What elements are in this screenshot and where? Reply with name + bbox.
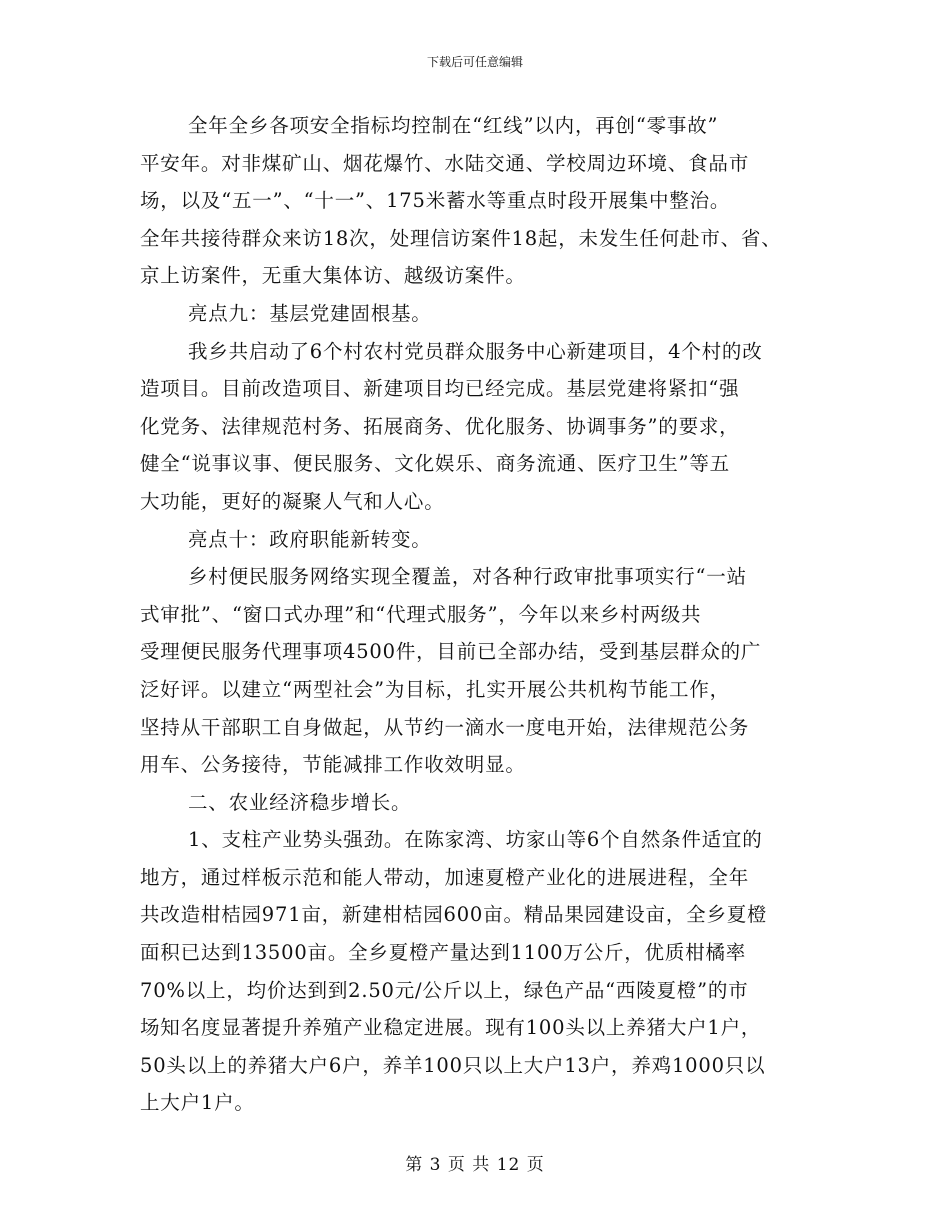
text-line: 我乡共启动了6个村农村党员群众服务中心新建项目，4个村的改	[188, 339, 763, 363]
text-line: 场，以及“五一”、“十一”、175米蓄水等重点时段开展集中整治。	[140, 189, 731, 213]
page-footer: 第 3 页 共 12 页	[405, 1155, 545, 1175]
text-line: 70%以上，均价达到到2.50元/公斤以上，绿色产品“西陵夏橙”的市	[140, 978, 749, 1002]
text-line: 面积已达到13500亩。全乡夏橙产量达到1100万公斤，优质柑橘率	[140, 941, 747, 965]
text-line: 全年全乡各项安全指标均控制在“红线”以内，再创“零事故”	[188, 114, 719, 137]
text-line: 上大户1户。	[140, 1091, 255, 1115]
text-line: 场知名度显著提升养殖产业稳定进展。现有100头以上养猪大户1户，	[140, 1016, 762, 1040]
text-line: 用车、公务接待，节能减排工作收效明显。	[140, 753, 526, 777]
document-body	[140, 110, 820, 1125]
text-line: 共改造柑桔园971亩，新建柑桔园600亩。精品果园建设亩，全乡夏橙	[140, 903, 768, 927]
text-line: 50头以上的养猪大户6户，养羊100只以上大户13户，养鸡1000只以	[140, 1053, 766, 1077]
text-line: 化党务、法律规范村务、拓展商务、优化服务、协调事务”的要求，	[140, 414, 740, 438]
text-line: 亮点九：基层党建固根基。	[188, 301, 432, 325]
text-line: 健全“说事议事、便民服务、文化娱乐、商务流通、医疗卫生”等五	[140, 452, 730, 476]
text-line: 大功能，更好的凝聚人气和人心。	[140, 489, 445, 513]
text-line: 亮点十：政府职能新转变。	[188, 527, 432, 551]
text-line: 受理便民服务代理事项4500件，目前已全部办结，受到基层群众的广	[140, 640, 762, 664]
text-line: 全年共接待群众来访18次，处理信访案件18起，未发生任何赴市、省、	[140, 226, 782, 250]
text-line: 乡村便民服务网络实现全覆盖，对各种行政审批事项实行“一站	[188, 565, 747, 589]
text-line: 式审批”、“窗口式办理”和“代理式服务”，今年以来乡村两级共	[140, 602, 702, 626]
text-line: 1、支柱产业势头强劲。在陈家湾、坊家山等6个自然条件适宜的	[188, 828, 763, 852]
page-header: 下载后可任意编辑	[426, 55, 523, 69]
text-line: 地方，通过样板示范和能人带动，加速夏橙产业化的进展进程，全年	[140, 865, 750, 889]
text-line: 坚持从干部职工自身做起，从节约一滴水一度电开始，法律规范公务	[140, 715, 750, 739]
text-line: 平安年。对非煤矿山、烟花爆竹、水陆交通、学校周边环境、食品市	[140, 151, 750, 175]
text-line: 泛好评。以建立“两型社会”为目标，扎实开展公共机构节能工作，	[140, 677, 730, 701]
text-line: 京上访案件，无重大集体访、越级访案件。	[140, 264, 526, 288]
text-line: 二、农业经济稳步增长。	[188, 790, 412, 814]
text-line: 造项目。目前改造项目、新建项目均已经完成。基层党建将紧扣“强	[140, 377, 740, 401]
